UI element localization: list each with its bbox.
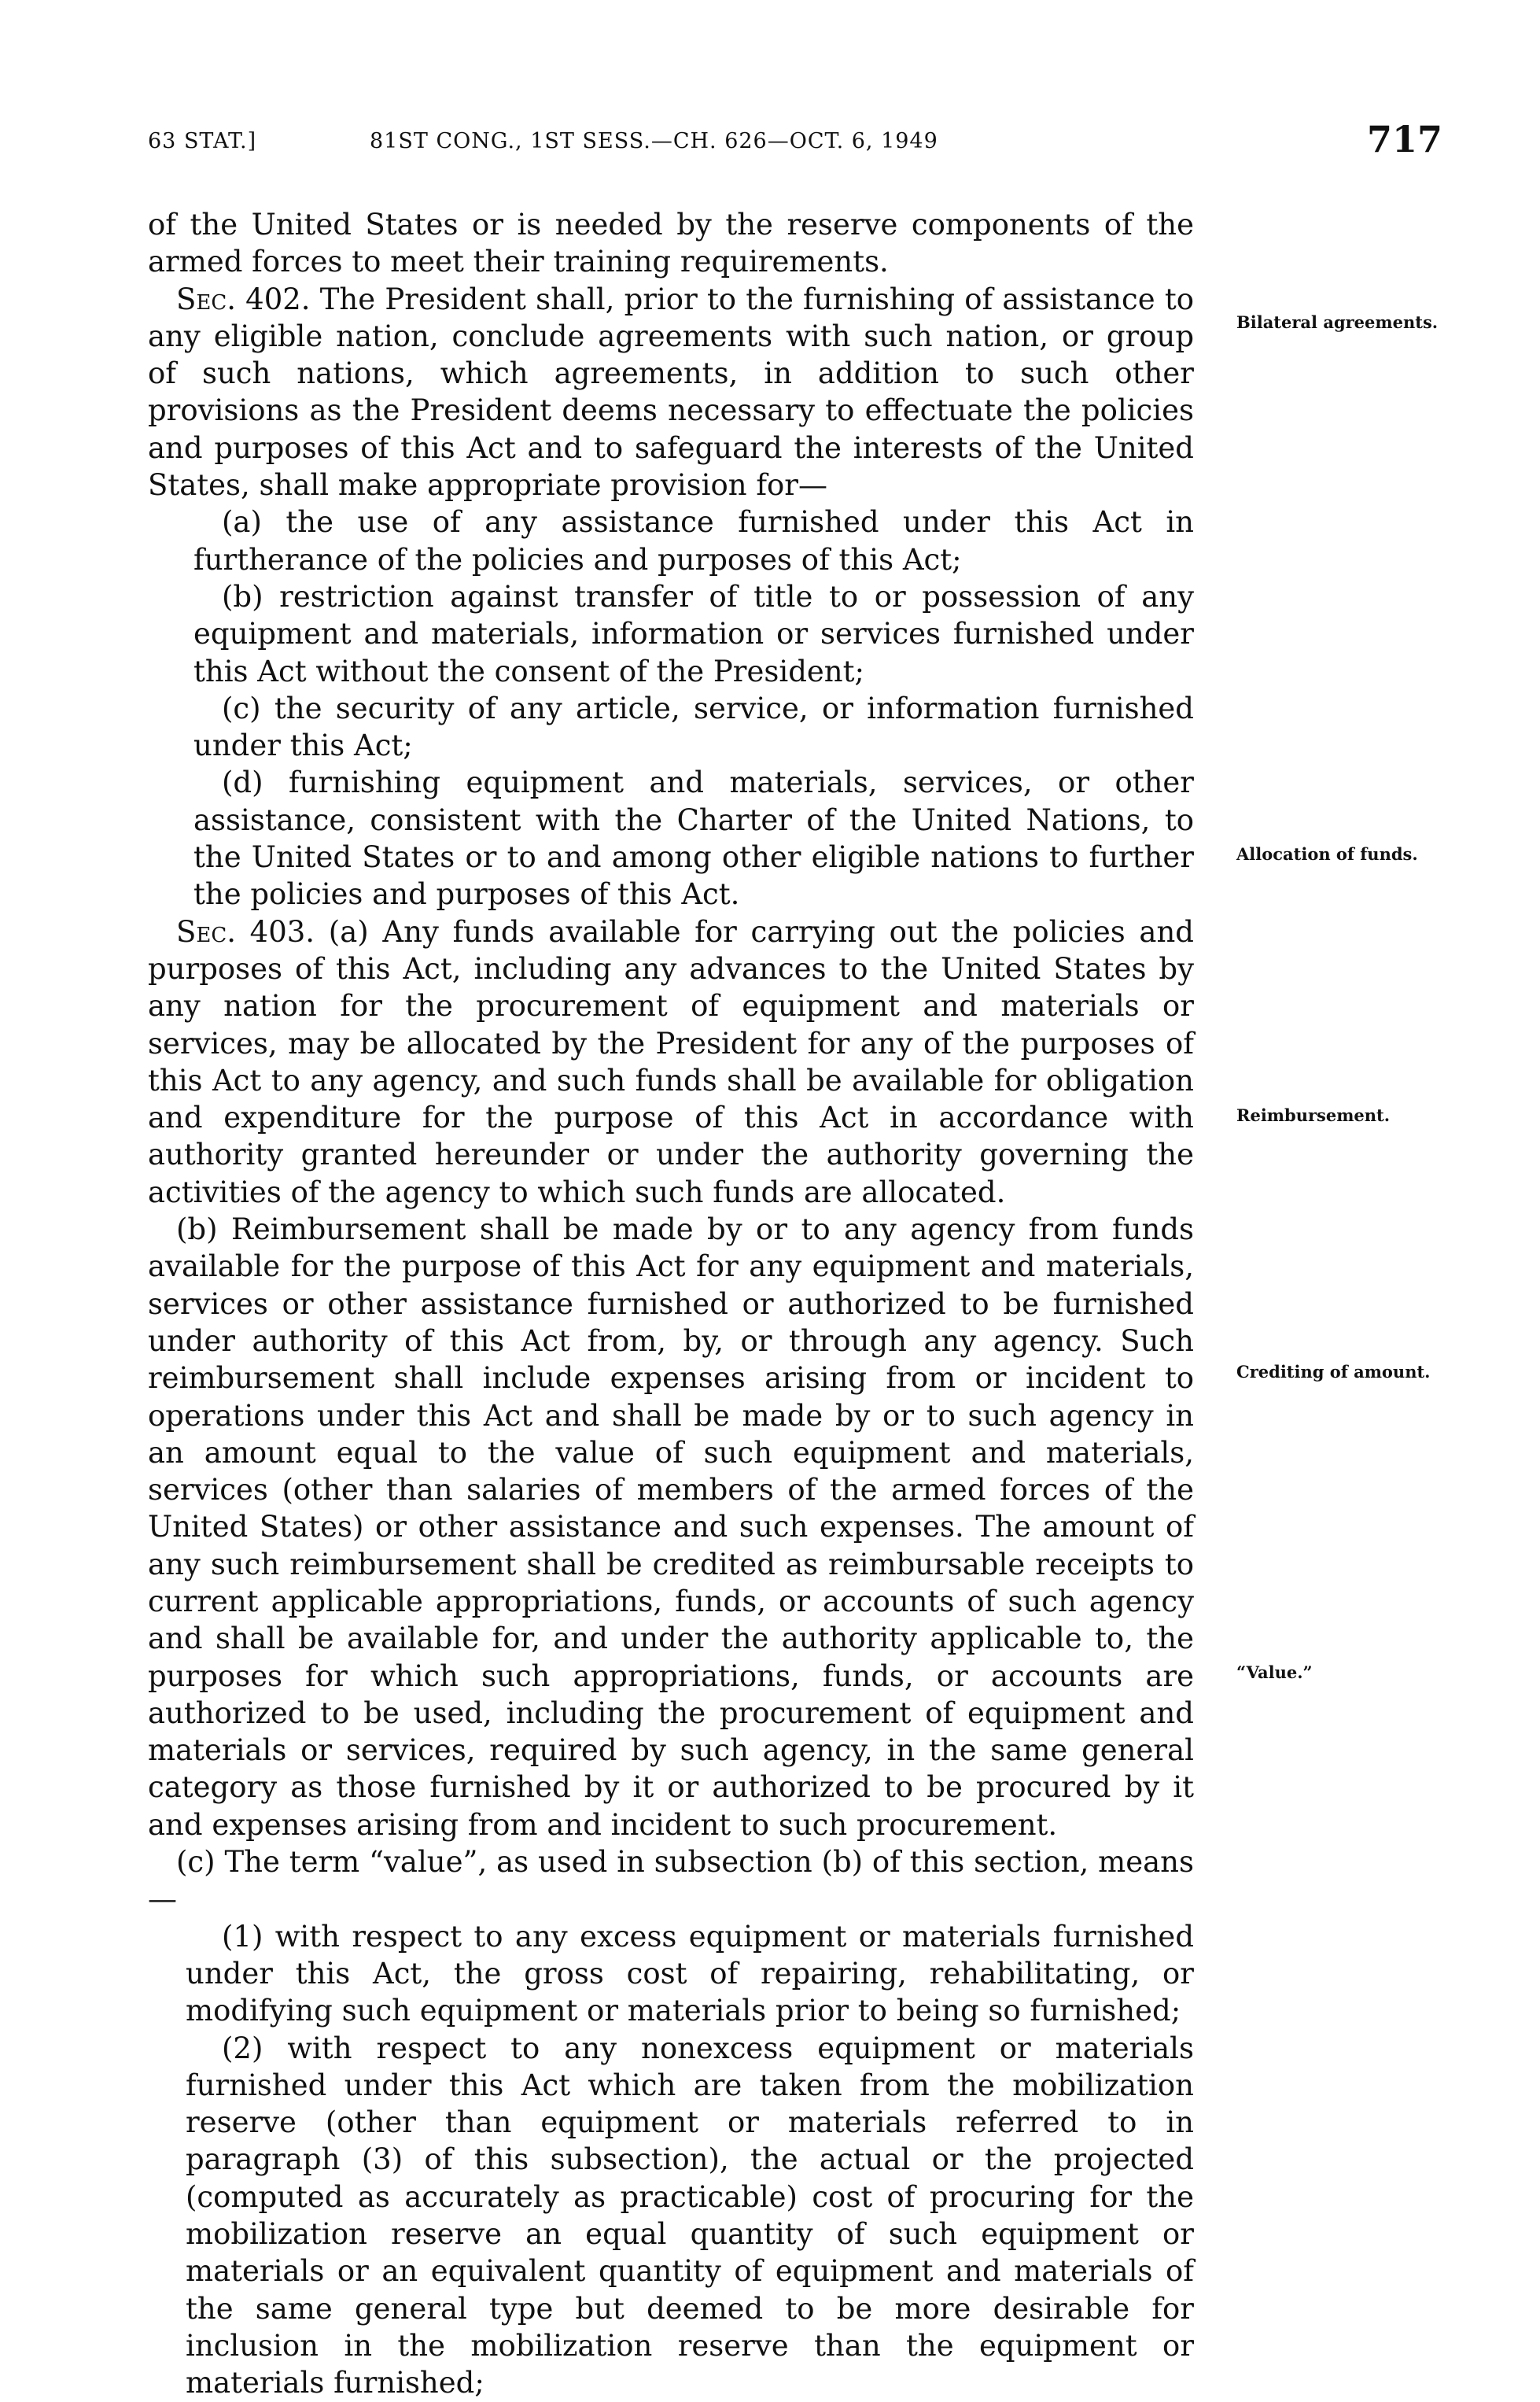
subitem-2: (2) with respect to any nonexcess equipment or materials furnished under this Act which are taken from the mobilization reserve (other than equipment or materials referred to in paragraph (3) of this subsection), the actual or the projected (computed as accurately as practicable) cost of procuring for the mobilization reserve an equal quantity of such equipment or materials or an equivalent quantity of equipment and materials of the same general type but deemed to be more desirable for inclusion in the mobilization reserve than the equipment or materials furnished;	[186, 2031, 1194, 2400]
page-header	[0, 118, 1540, 165]
section-403-text: (a) Any funds available for carrying out the policies and purposes of this Act, including any advances to the United States by any nation for the procurement of equipment and materials or services, may be allocated by the President for any of the purposes of this Act to any agency, and such funds shall be available for obligation and expenditure for the purpose of this Act in accordance with authority granted hereunder or under the authority governing the activities of the agency to which such funds are allocated.	[148, 914, 1194, 1209]
subitem-1: (1) with respect to any excess equipment or materials furnished under this Act, the gross cost of repairing, rehabilitating, or modifying such equipment or materials prior to being so furnished;	[186, 1919, 1194, 2028]
section-402-text: The President shall, prior to the furnishing of assistance to any eligible nation, conclude agreements with such nation, or group of such nations, which agreements, in addition to such other provisions as the President deems necessary to effectuate the policies and purposes of this Act and to safeguard the interests of the United States, shall make appropriate provision for—	[148, 282, 1194, 503]
margin-note-value: “Value.”	[1236, 1662, 1313, 1682]
item-b: (b) restriction against transfer of title to or possession of any equipment and materials, information or services furnished under this Act without the consent of the President;	[193, 579, 1194, 688]
margin-note-crediting: Crediting of amount.	[1236, 1362, 1431, 1382]
section-402	[148, 281, 1194, 504]
item-a: (a) the use of any assistance furnished under this Act in furtherance of the policies and purposes of this Act;	[193, 505, 1194, 577]
section-403-label: Sec. 403.	[176, 914, 315, 949]
margin-note-allocation: Allocation of funds.	[1236, 844, 1418, 864]
item-d: (d) furnishing equipment and materials, services, or other assistance, consistent with the Charter of the United Nations, to the United States or to and among other eligible nations to further the policies and purposes of this Act.	[193, 766, 1194, 912]
margin-note-bilateral: Bilateral agreements.	[1236, 312, 1439, 332]
margin-note-reimbursement: Reimbursement.	[1236, 1105, 1391, 1125]
paragraph-b: (b) Reimbursement shall be made by or to any agency from funds available for the purpose of this Act for any equipment and materials, services or other assistance furnished or authorized to be furnished under authority of this Act from, by, or through any agency. Such reimbursement shall include expenses arising from or incident to operations under this Act and shall be made by or to such agency in an amount equal to the value of such equipment and materials, services (other than salaries of members of the armed forces of the United States) or other assistance and such expenses. The amount of any such reimbursement shall be credited as reimbursable receipts to current applicable appropriations, funds, or accounts of such agency and shall be available for, and under the authority applicable to, the purposes for which such appropriations, funds, or accounts are authorized to be used, including the procurement of equipment and materials or services, required by such agency, in the same general category as those furnished by it or authorized to be procured by it and expenses arising from and incident to such procurement.	[148, 1212, 1194, 1842]
page-number: 717	[1367, 118, 1443, 161]
item-c: (c) the security of any article, service, or information furnished under this Act;	[193, 691, 1194, 763]
paragraph-c: (c) The term “value”, as used in subsection (b) of this section, means—	[148, 1845, 1194, 1917]
session-line: 81ST CONG., 1ST SESS.—CH. 626—OCT. 6, 1949	[370, 129, 938, 153]
section-403	[148, 913, 1194, 1211]
statute-reference: 63 STAT.]	[148, 129, 257, 153]
section-402-label: Sec. 402.	[176, 282, 311, 316]
statute-body	[148, 206, 1194, 2402]
paragraph-continuation: of the United States or is needed by the reserve components of the armed forces to meet their training requirements.	[148, 208, 1194, 279]
